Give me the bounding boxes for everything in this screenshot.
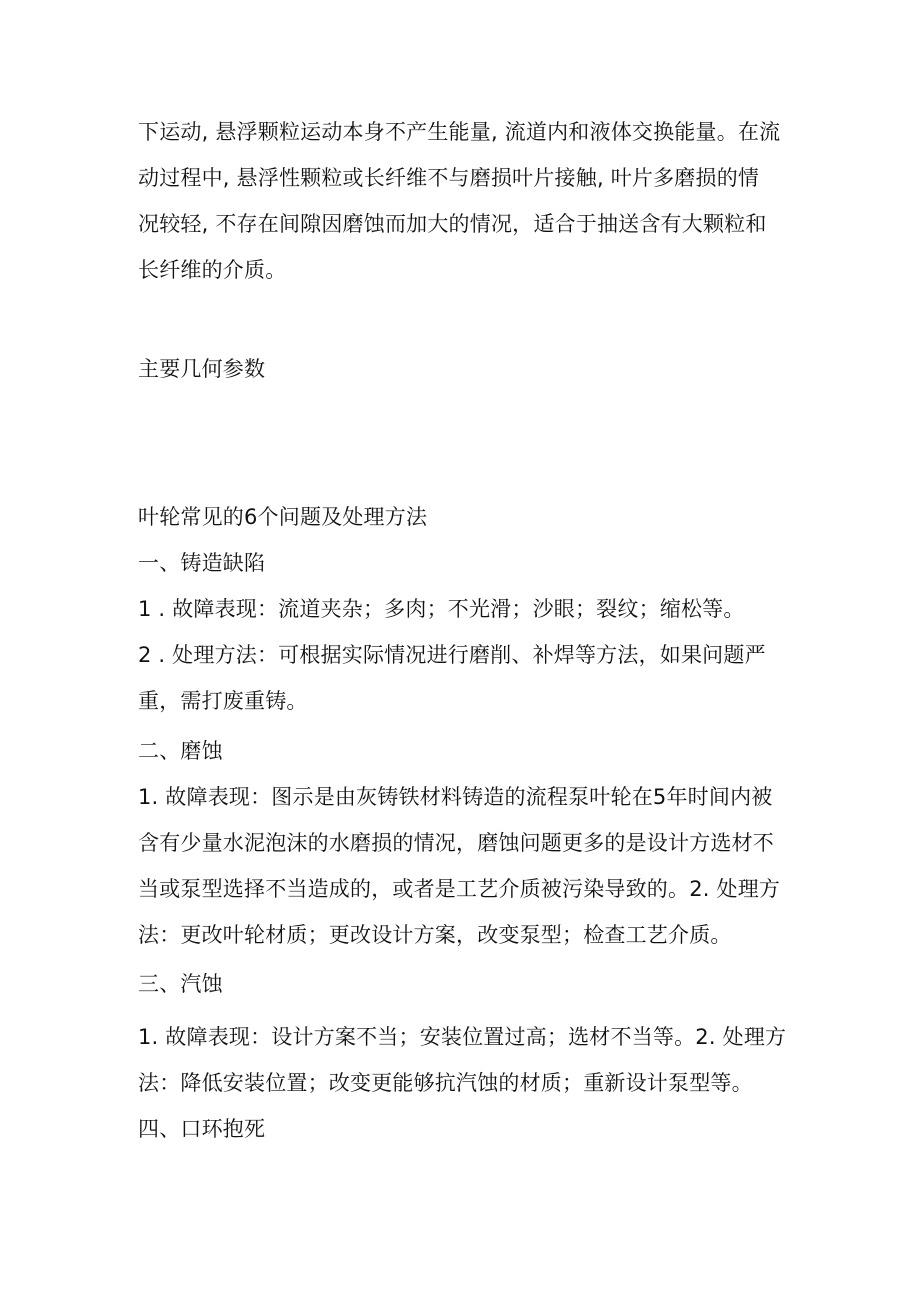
intro-line-1: 下运动, 悬浮颗粒运动本身不产生能量, 流道内和液体交换能量。在流: [138, 120, 781, 144]
section-2-line-2: 含有少量水泥泡沫的水磨损的情况，磨蚀问题更多的是设计方选材不: [138, 831, 774, 855]
section-1-item-2-line-2: 重，需打废重铸。: [138, 689, 308, 713]
intro-line-2: 动过程中, 悬浮性颗粒或长纤维不与磨损叶片接触, 叶片多磨损的情: [138, 166, 760, 190]
heading-problems: 叶轮常见的6个问题及处理方法: [138, 505, 428, 529]
section-1-item-2-line-1: 2 . 处理方法：可根据实际情况进行磨削、补焊等方法，如果问题严: [138, 643, 766, 667]
section-2-line-3: 当或泵型选择不当造成的，或者是工艺介质被污染导致的。2. 处理方: [138, 877, 781, 901]
section-2-title: 二、磨蚀: [138, 739, 223, 763]
intro-line-3: 况较轻, 不存在间隙因磨蚀而加大的情况，适合于抽送含有大颗粒和: [138, 212, 767, 236]
section-1-item-1: 1 . 故障表现：流道夹杂；多肉；不光滑；沙眼；裂纹；缩松等。: [138, 597, 745, 621]
heading-geometry: 主要几何参数: [138, 357, 266, 381]
intro-line-4: 长纤维的介质。: [138, 258, 287, 282]
section-1-title: 一、铸造缺陷: [138, 551, 266, 575]
section-3-line-1: 1. 故障表现：设计方案不当；安装位置过高；选材不当等。2. 处理方: [138, 1025, 787, 1049]
section-4-title: 四、口环抱死: [138, 1117, 266, 1141]
section-3-line-2: 法：降低安装位置；改变更能够抗汽蚀的材质；重新设计泵型等。: [138, 1071, 753, 1095]
section-2-line-1: 1. 故障表现：图示是由灰铸铁材料铸造的流程泵叶轮在5年时间内被: [138, 785, 773, 809]
section-2-line-4: 法：更改叶轮材质；更改设计方案，改变泵型；检查工艺介质。: [138, 923, 732, 947]
section-3-title: 三、汽蚀: [138, 972, 223, 996]
